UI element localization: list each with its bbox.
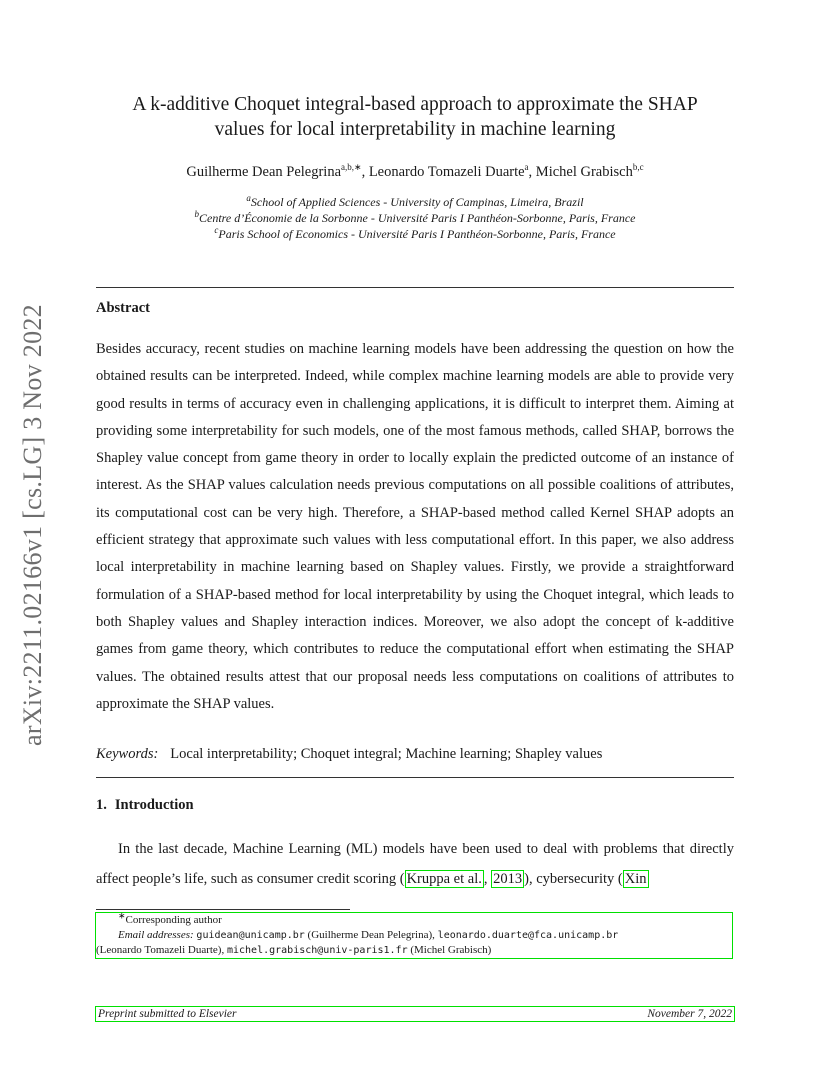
- affiliations: [96, 194, 734, 242]
- section-number: 1.: [96, 797, 107, 813]
- title-line-1: A k-additive Choquet integral-based approach to approximate the SHAP: [132, 94, 698, 115]
- citation-link[interactable]: Kruppa et al.: [406, 871, 482, 887]
- footnote-rule: [96, 909, 350, 910]
- email-link[interactable]: guidean@unicamp.br: [196, 930, 305, 941]
- page-footer[interactable]: [95, 1006, 735, 1022]
- author-sup: b,c: [632, 162, 644, 173]
- keywords-label: Keywords:: [96, 746, 159, 762]
- section-title: Introduction: [114, 797, 194, 813]
- author-name: Leonardo Tomazeli Duarte: [368, 164, 525, 180]
- citation-link[interactable]: 2013: [493, 871, 523, 887]
- intro-paragraph: In the last decade, Machine Learning (ML) models have been used to deal with problems that directly affect people’s life, such as consumer credit scoring ( Kruppa et al. , 2013 ), cybersecurity ( Xin: [96, 841, 734, 887]
- author-sup: a,b,∗: [341, 162, 362, 173]
- email-link[interactable]: michel.grabisch@univ-paris1.fr: [226, 945, 408, 956]
- section-heading: [96, 797, 194, 814]
- author-sup: a: [524, 162, 529, 173]
- arxiv-id: arXiv:2211.02166v1 [cs.LG] 3 Nov 2022: [18, 304, 47, 746]
- author-name: Michel Grabisch: [535, 164, 633, 180]
- email-link[interactable]: leonardo.duarte@fca.unicamp.br: [437, 930, 619, 941]
- keywords-text: Local interpretability; Choquet integral; Machine learning; Shapley values: [170, 746, 603, 762]
- author-name: Guilherme Dean Pelegrina: [186, 164, 342, 180]
- footnote-corresponding: ∗Corresponding author: [118, 910, 222, 926]
- footnotes: [95, 912, 733, 959]
- keywords: [96, 746, 734, 763]
- title-line-2: values for local interpretability in machine learning: [214, 119, 616, 140]
- footer-left: Preprint submitted to Elsevier: [98, 1008, 237, 1020]
- citation-link[interactable]: Xin: [624, 871, 647, 887]
- affiliation: $^c$Paris School of Economics - Université Paris I Panthéon-Sorbonne, Paris, France: [214, 225, 616, 241]
- footnote-box[interactable]: [95, 912, 733, 959]
- footnote-emails-cont: (Leonardo Tomazeli Duarte), michel.grabisch@univ-paris1.fr (Michel Grabisch): [96, 944, 492, 956]
- abstract-text: Besides accuracy, recent studies on machine learning models have been addressing the question on how the obtained results can be interpreted. Indeed, while complex machine learning models are able to provide very good results in terms of accuracy even in challenging applications, it is difficult to interpret them. Aiming at providing some interpretability for such models, one of the most famous methods, called SHAP, borrows the Shapley value concept from game theory in order to locally explain the predicted outcome of an instance of interest. As the SHAP values calculation needs previous computations on all possible coalitions of attributes, its computational cost can be very high. Therefore, a SHAP-based method called Kernel SHAP adopts an efficient strategy that approximate such values with less computational effort. In this paper, we also address local interpretability in machine learning based on Shapley values. Firstly, we provide a straightforward formulation of a SHAP-based method for local interpretability by using the Choquet integral, which leads to both Shapley values and Shapley interaction indices. Moreover, we also adopt the concept of k-additive games from game theory, which contributes to reduce the computational effort when estimating the SHAP values. The obtained results attest that our proposal needs less computations on coalitions of attributes to approximate the SHAP values.: [96, 341, 734, 712]
- footer-date: November 7, 2022: [647, 1008, 732, 1020]
- footnote-emails: Email addresses: guidean@unicamp.br (Guilherme Dean Pelegrina), leonardo.duarte@fca.unicamp.br: [118, 929, 619, 941]
- abstract-top-rule: [96, 287, 734, 288]
- affiliation: $^b$Centre d’Économie de la Sorbonne - Université Paris I Panthéon-Sorbonne, Paris, France: [194, 209, 636, 225]
- paper-title: [96, 92, 734, 142]
- affiliation: $^a$School of Applied Sciences - University of Campinas, Limeira, Brazil: [246, 193, 584, 209]
- arxiv-stamp: [8, 290, 58, 760]
- abstract-heading: Abstract: [96, 300, 150, 316]
- abstract-bottom-rule: [96, 777, 734, 778]
- author-list: Guilherme Dean Pelegrina$^{a,b,∗}$, Leonardo Tomazeli Duarte$^a$, Michel Grabisch$^{b,c}$: [186, 162, 644, 180]
